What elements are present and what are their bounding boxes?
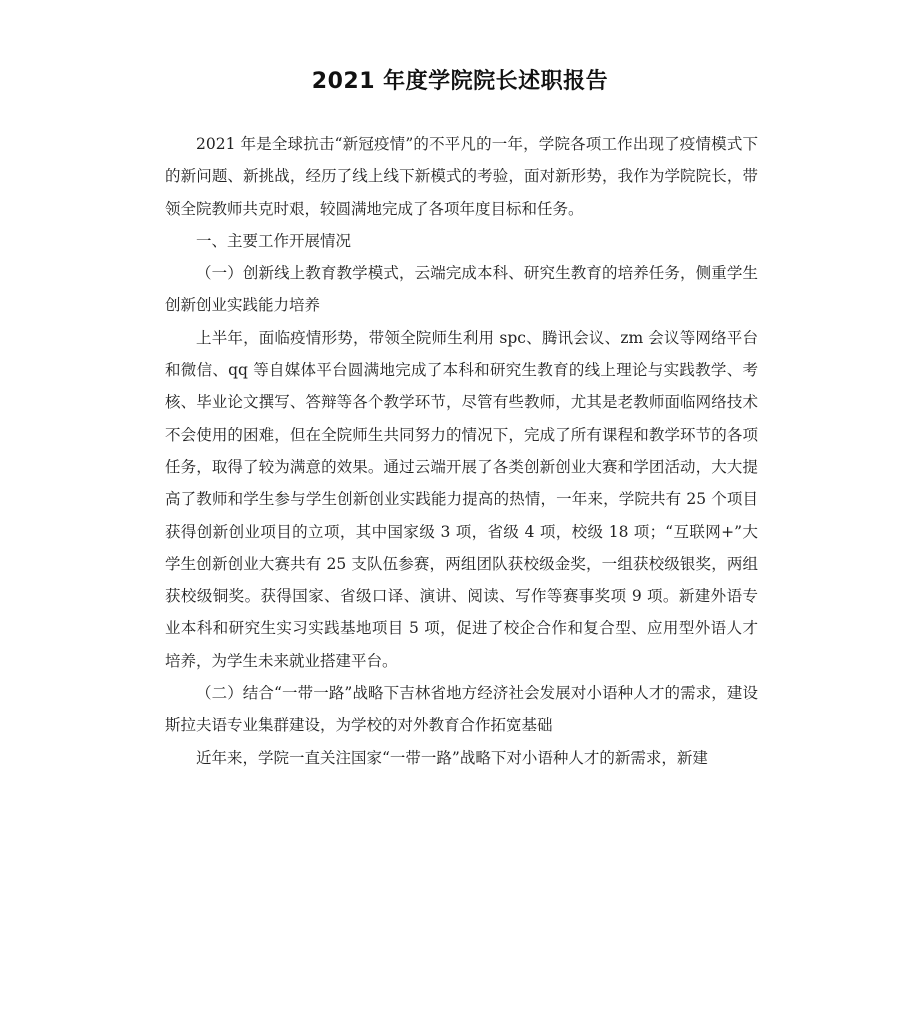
section-heading-main-work: 一、主要工作开展情况 <box>196 231 352 250</box>
subsection-heading-online-teaching: （一）创新线上教育教学模式，云端完成本科、研究生教育的培养任务，侧重学生创新创业实践能力培养 <box>165 264 758 315</box>
paragraph-belt-road: 近年来，学院一直关注国家“一带一路”战略下对小语种人才的新需求，新建 <box>196 748 708 767</box>
paragraph-intro: 2021 年是全球抗击“新冠疫情”的不平凡的一年，学院各项工作出现了疫情模式下的新问题、新挑战，经历了线上线下新模式的考验，面对新形势，我作为学院院长，带领全院教师共克时艰，较圆满地完成了各项年度目标和任务。 <box>165 135 758 218</box>
subsection-heading-belt-road: （二）结合“一带一路”战略下吉林省地方经济社会发展对小语种人才的需求，建设斯拉夫语专业集群建设，为学校的对外教育合作拓宽基础 <box>165 684 758 735</box>
document-body <box>165 128 758 774</box>
page-title: 2021 年度学院院长述职报告 <box>311 69 609 94</box>
paragraph-online-teaching: 上半年，面临疫情形势，带领全院师生利用 spc、腾讯会议、zm 会议等网络平台和微信、qq 等自媒体平台圆满地完成了本科和研究生教育的线上理论与实践教学、考核、毕业论文撰写、答辩等各个教学环节，尽管有些教师，尤其是老教师面临网络技术不会使用的困难，但在全院师生共同努力的情况下，完成了所有课程和教学环节的各项任务，取得了较为满意的效果。通过云端开展了各类创新创业大赛和学团活动，大大提高了教师和学生参与学生创新创业实践能力提高的热情，一年来，学院共有 25 个项目获得创新创业项目的立项，其中国家级 3 项，省级 4 项，校级 18 项；“互联网+”大学生创新创业大赛共有 25 支队伍参赛，两组团队获校级金奖，一组获校级银奖，两组获校级铜奖。获得国家、省级口译、演讲、阅读、写作等赛事奖项 9 项。新建外语专业本科和研究生实习实践基地项目 5 项，促进了校企合作和复合型、应用型外语人才培养，为学生未来就业搭建平台。 <box>165 328 758 670</box>
